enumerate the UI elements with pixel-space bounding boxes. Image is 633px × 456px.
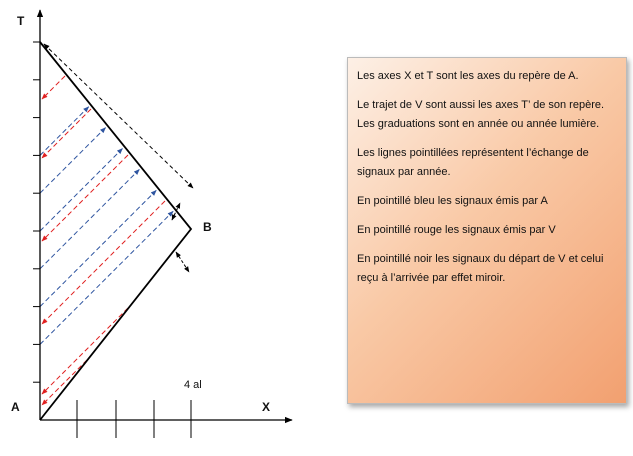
distance-label: 4 al: [184, 379, 202, 391]
origin-label: A: [11, 400, 20, 414]
turnaround-label: B: [203, 220, 212, 234]
t-axis-label: T: [17, 14, 25, 28]
x-axis-ticks: [77, 400, 191, 438]
signal-from-v: [42, 155, 128, 241]
signal-from-a: [40, 190, 156, 306]
info-axes: Les axes X et T sont les axes du repère de A.: [357, 70, 579, 82]
signal-from-v: [42, 308, 128, 394]
signals-from-v: [42, 76, 165, 405]
signal-from-a: [40, 149, 122, 231]
info-box: [347, 57, 627, 404]
signal-from-a: [40, 107, 89, 156]
signal-from-a: [40, 169, 139, 268]
signal-from-v: [42, 201, 165, 324]
signal-from-a: [40, 128, 106, 194]
info-dotted-lines: Les lignes pointillées représentent l’échange de signaux par année.: [357, 147, 589, 178]
info-black-signals: En pointillé noir les signaux du départ de V et celui reçu à l’arrivée par effet miroir.: [357, 253, 604, 284]
t-axis-ticks: [33, 42, 40, 382]
x-axis-label: X: [262, 400, 271, 414]
mirror-signal-return: [44, 44, 193, 188]
signal-from-v: [42, 360, 87, 405]
signals-from-a: [40, 107, 173, 345]
info-trajectory: Le trajet de V sont aussi les axes T’ de son repère. Les graduations sont en année ou année lumière.: [357, 99, 605, 130]
signal-from-v: [42, 76, 65, 99]
mirror-signal-turnaround: [176, 252, 189, 272]
info-blue-signals: En pointillé bleu les signaux émis par A: [357, 195, 548, 207]
signal-from-v: [42, 109, 91, 158]
info-red-signals: En pointillé rouge les signaux émis par V: [357, 224, 556, 236]
mirror-signals: [44, 44, 193, 272]
